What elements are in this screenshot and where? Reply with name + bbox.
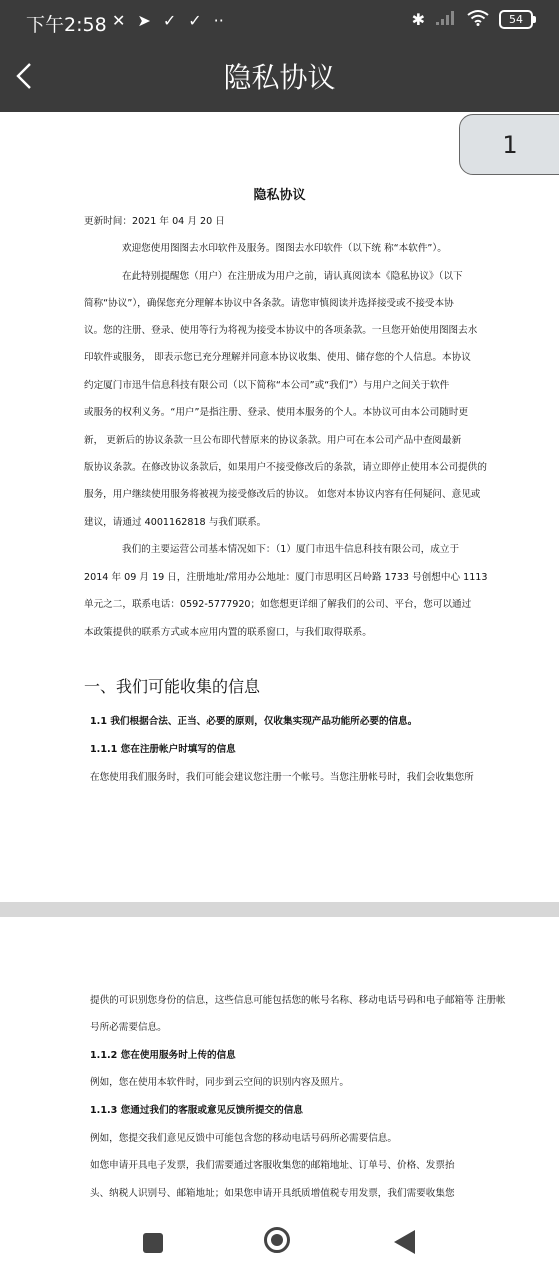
check-icon: ✓ <box>162 11 177 30</box>
subsection-heading: 1.1.1 您在注册帐户时填写的信息 <box>90 744 236 755</box>
update-date: 更新时间：2021 年 04 月 20 日 <box>84 216 225 227</box>
paragraph-line: 欢迎您使用图图去水印软件及服务。图图去水印软件（以下统 称“本软件”）。 <box>122 243 447 254</box>
subsection-heading: 1.1 我们根据合法、正当、必要的原则，仅收集实现产品功能所必要的信息。 <box>90 716 418 727</box>
section-heading: 一、我们可能收集的信息 <box>84 677 261 696</box>
signal-icon <box>435 10 457 30</box>
paragraph-line: 版协议条款。在修改协议条款后，如果用户不接受修改后的条款，请立即停止使用本公司提供的 <box>84 462 487 473</box>
paragraph-line: 2014 年 09 月 19 日，注册地址/常用办公地址：厦门市思明区吕岭路 1733 号创想中心 1113 <box>84 572 488 583</box>
home-circle-icon[interactable] <box>264 1227 290 1253</box>
paragraph-line: 号所必需要信息。 <box>90 1022 167 1033</box>
more-dots-icon: ·· <box>213 11 224 30</box>
paragraph-line: 单元之二，联系电话：0592-5777920；如您想更详细了解我们的公司、平台，您可以通过 <box>84 599 472 610</box>
status-time: 下午2:58 <box>26 14 107 36</box>
subsection-heading: 1.1.3 您通过我们的客服或意见反馈所提交的信息 <box>90 1105 303 1116</box>
title-bar <box>0 42 559 112</box>
paragraph-line: 例如，您在使用本软件时，同步到云空间的识别内容及照片。 <box>90 1077 350 1088</box>
paragraph-line: 我们的主要运营公司基本情况如下：（1）厦门市迅牛信息科技有限公司，成立于 <box>122 544 460 555</box>
paragraph-line: 或服务的权利义务。“用户”是指注册、登录、使用本服务的个人。本协议可由本公司随时更 <box>84 407 469 418</box>
subsection-heading: 1.1.2 您在使用服务时上传的信息 <box>90 1050 236 1061</box>
paragraph-line: 简称“协议”），确保您充分理解本协议中各条款。请您审慎阅读并选择接受或不接受本协 <box>84 298 454 309</box>
mute-icon: ✕ <box>112 11 126 30</box>
paragraph-line: 如您申请开具电子发票，我们需要通过客服收集您的邮箱地址、订单号、价格、发票抬 <box>90 1160 455 1171</box>
paragraph-line: 新， 更新后的协议条款一旦公布即代替原来的协议条款。用户可在本公司产品中查阅最新 <box>84 435 462 446</box>
paragraph-line: 头、纳税人识别号、邮箱地址；如果您申请开具纸质增值税专用发票，我们需要收集您 <box>90 1188 455 1199</box>
wifi-icon <box>467 9 489 30</box>
check-icon: ✓ <box>188 11 202 30</box>
document-title: 隐私协议 <box>253 188 306 203</box>
page-indicator: 1 <box>459 114 559 175</box>
paragraph-line: 约定厦门市迅牛信息科技有限公司（以下简称“本公司”或“我们”）与用户之间关于软件 <box>84 380 450 391</box>
paragraph-line: 提供的可识别您身份的信息，这些信息可能包括您的帐号名称、移动电话号码和电子邮箱等 注册帐 <box>90 995 506 1006</box>
paragraph-line: 例如，您提交我们意见反馈中可能包含您的移动电话号码所必需要信息。 <box>90 1133 397 1144</box>
paragraph-line: 在此特别提醒您（用户）在注册成为用户之前，请认真阅读本《隐私协议》（以下 <box>122 271 463 282</box>
paragraph-line: 服务，用户继续使用服务将被视为接受修改后的协议。 如您对本协议内容有任何疑问、意见或 <box>84 489 481 500</box>
paragraph-line: 议。您的注册、登录、使用等行为将视为接受本协议中的各项条款。一旦您开始使用图图去水 <box>84 325 478 336</box>
paragraph-line: 本政策提供的联系方式或本应用内置的联系窗口，与我们取得联系。 <box>84 627 372 638</box>
notification-icons <box>112 11 224 30</box>
page-separator <box>0 902 559 917</box>
back-triangle-icon[interactable] <box>394 1230 415 1254</box>
page-title: 隐私协议 <box>223 61 336 94</box>
bluetooth-icon: ✱ <box>411 10 425 29</box>
paragraph-line: 建议，请通过 4001162818 与我们联系。 <box>84 517 267 528</box>
paragraph-line: 印软件或服务， 即表示您已充分理解并同意本协议收集、使用、储存您的个人信息。本协议 <box>84 352 471 363</box>
status-bar <box>0 0 559 42</box>
navigation-bar <box>0 1210 559 1280</box>
battery-indicator: 54 <box>499 10 533 29</box>
send-icon: ➤ <box>137 11 151 30</box>
system-icons <box>412 9 533 30</box>
recents-square-icon[interactable] <box>143 1233 163 1253</box>
paragraph-line: 在您使用我们服务时，我们可能会建议您注册一个帐号。当您注册帐号时，我们会收集您所 <box>90 772 474 783</box>
